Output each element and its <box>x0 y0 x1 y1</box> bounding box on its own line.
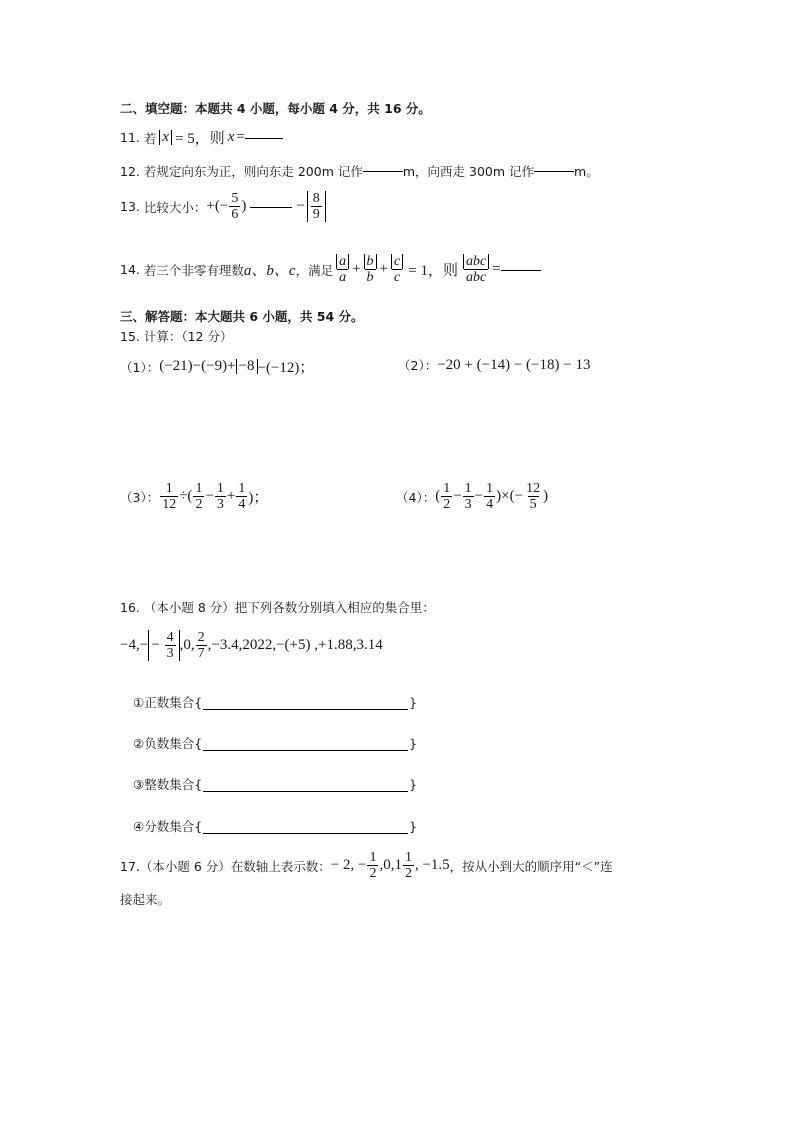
q16-n1: −4, <box>120 637 140 653</box>
q15-p3-f4-den: 4 <box>238 497 246 512</box>
q13-text: 比较大小： <box>143 199 207 215</box>
q15-p3-frac-3 <box>215 481 226 512</box>
set-label-integer: ③整数集合{ <box>133 777 203 792</box>
q14-number: 14. <box>120 262 140 277</box>
q11-prefix: 若 <box>143 130 157 146</box>
q11-abs-x: x <box>159 130 172 145</box>
q17-frac-2 <box>403 850 414 881</box>
q16-n2-pre: − <box>139 637 149 653</box>
question-11 <box>120 127 283 148</box>
q17-f2-den: 2 <box>404 866 412 881</box>
q14-fraction-abc <box>461 254 491 285</box>
set-input-positive[interactable] <box>203 695 408 710</box>
q12-blank-2[interactable] <box>534 170 574 172</box>
q15-p4-minus-2: − <box>474 488 484 504</box>
q16-n3: ,0, <box>179 637 195 653</box>
q15-p4-f3-num: 1 <box>486 481 494 496</box>
q17-text-1: 17.（本小题 6 分）在数轴上表示数： <box>120 858 331 874</box>
q13-left-sign: +(− <box>206 198 229 214</box>
q15-p4-frac-2 <box>463 481 474 512</box>
q15-p4-f2-num: 1 <box>464 481 472 496</box>
q15-p4-label: （4）： <box>396 489 436 505</box>
q16-n4-num: 2 <box>197 630 205 645</box>
q15-p3-label: （3）： <box>120 489 160 505</box>
q16-set-positive <box>133 693 417 711</box>
set-input-fraction[interactable] <box>203 819 408 834</box>
q16-title: 16. （本小题 8 分）把下列各数分别填入相应的集合里： <box>120 600 435 615</box>
q15-title: 15. 计算：（12 分） <box>120 329 233 344</box>
q13-compare-blank[interactable] <box>250 206 292 208</box>
q15-p3-frac-2 <box>193 481 204 512</box>
q12-text-2: m，向西走 300m 记作 <box>402 164 535 179</box>
q16-n4-frac <box>196 630 207 661</box>
q14-frac-c-den: c <box>394 270 401 285</box>
q16-n4-den: 7 <box>197 646 205 661</box>
q16-n5: ,−3.4,2022,−(+5) ,+1.88,3.14 <box>207 637 383 653</box>
q16-n2-num: 4 <box>166 630 174 645</box>
q13-left-numerator: 5 <box>231 191 239 206</box>
set-label-negative: ②负数集合{ <box>133 736 203 751</box>
q14-fraction-c <box>389 254 405 285</box>
q17-f1-den: 2 <box>369 866 377 881</box>
q15-p3-f1-num: 1 <box>165 481 173 496</box>
question-14: 14. 若三个非零有理数 a、b、c ，满足 $\frac{a}{a}$ + $\frac{b}{b}$ + $\frac{c}{c}$ = 1，则 $\frac{\text{abc}}{\text{abc}}$ = <box>120 254 541 285</box>
q16-n2-frac <box>165 630 176 661</box>
q15-p3-f3-den: 3 <box>216 497 224 512</box>
q15-p3-f2-den: 2 <box>195 497 203 512</box>
q15-p3-f1-den: 12 <box>162 497 177 512</box>
q13-right-fraction <box>311 191 322 222</box>
q15-p4-frac-4 <box>524 481 542 512</box>
q17-text-2: ，按从小到大的顺序用“＜”连 <box>449 858 613 874</box>
q14-answer-blank[interactable] <box>501 269 541 271</box>
q15-p2-expr: −20 + (−14) − (−18) − 13 <box>437 356 591 373</box>
q12-blank-1[interactable] <box>363 170 403 172</box>
q14-cond: ，满足 <box>295 262 334 278</box>
q15-part-4 <box>396 481 548 512</box>
q12-text-3: m。 <box>574 164 599 179</box>
set-label-positive: ①正数集合{ <box>133 695 203 710</box>
q15-p4-frac-3 <box>484 481 495 512</box>
q11-var: x <box>227 129 235 145</box>
q15-p4-f1-den: 2 <box>443 497 451 512</box>
q16-number-list <box>120 630 383 661</box>
q16-n2-den: 3 <box>166 646 174 661</box>
q15-p4-end: ) <box>543 488 549 504</box>
q15-p4-f2-den: 3 <box>464 497 472 512</box>
set-close-positive: } <box>409 694 418 710</box>
q15-p4-frac-1 <box>441 481 452 512</box>
q15-p3-minus: − <box>205 488 214 504</box>
set-close-integer: } <box>409 776 418 792</box>
q13-left-denominator: 6 <box>231 207 239 222</box>
q12-number: 12. <box>120 163 140 179</box>
q16-n2-sign: − <box>151 637 160 653</box>
q15-p4-open: ( <box>435 488 441 504</box>
q15-p2-label: （2）： <box>398 358 438 373</box>
q17-f2-num: 1 <box>404 850 412 865</box>
q14-eq: = 1，则 <box>408 263 458 279</box>
q15-p3-frac-1 <box>160 481 178 512</box>
q16-set-integer <box>133 775 417 793</box>
question-12 <box>120 162 599 180</box>
q17-text-3: 接起来。 <box>120 892 171 907</box>
q15-p3-f2-num: 1 <box>195 481 203 496</box>
q15-p1-expr-a: (−21)−(−9)+ <box>159 358 236 374</box>
question-13 <box>120 191 326 222</box>
q14-fraction-a <box>334 254 351 285</box>
q15-part-3 <box>120 481 268 512</box>
set-input-negative[interactable] <box>203 736 408 751</box>
q14-frac-abc-den: abc <box>465 270 487 285</box>
set-close-negative: } <box>409 735 418 751</box>
q14-frac-abc-num: abc <box>463 254 489 269</box>
question-17 <box>120 850 613 881</box>
q16-set-fraction <box>133 817 417 835</box>
q14-frac-c-num: c <box>391 254 403 269</box>
section-3-title: 三、解答题：本大题共 6 小题，共 54 分。 <box>120 309 364 324</box>
q13-left-close: ) <box>241 198 247 214</box>
q15-p4-f4-num: 12 <box>526 481 541 496</box>
q17-n1: − 2, − <box>330 857 367 873</box>
q15-part-2 <box>398 356 590 374</box>
q14-post: = <box>492 261 501 277</box>
q15-p1-abs: −8 <box>236 359 258 374</box>
q13-number: 13. <box>120 199 140 214</box>
q15-p3-frac-4 <box>236 481 247 512</box>
q14-vars: a、b、c <box>243 263 296 279</box>
q11-post: = <box>236 129 245 145</box>
set-close-fraction: } <box>409 818 418 834</box>
q17-f1-num: 1 <box>369 850 377 865</box>
q14-frac-a-num: a <box>336 254 349 269</box>
section-2-title: 二、填空题：本题共 4 小题，每小题 4 分，共 16 分。 <box>120 101 431 116</box>
q14-fraction-b <box>362 254 379 285</box>
q13-left-fraction <box>229 191 240 222</box>
q15-p4-minus-1: − <box>453 488 462 504</box>
q16-n2-abs <box>148 630 179 661</box>
q15-p1-expr-b: −(−12)； <box>257 360 315 376</box>
q14-frac-b-num: b <box>364 254 377 269</box>
q11-answer-blank[interactable] <box>245 137 283 139</box>
q17-n2: ,0,1 <box>379 857 402 873</box>
q12-text-1: 若规定向东为正，则向东走 200m 记作 <box>143 164 363 179</box>
q11-number: 11. <box>120 130 140 145</box>
q15-p4-f3-den: 4 <box>486 497 494 512</box>
q16-set-negative <box>133 734 417 752</box>
q15-p3-plus: + <box>226 488 236 504</box>
q17-n3: , −1.5 <box>414 857 450 873</box>
q14-text: 若三个非零有理数 <box>143 262 244 278</box>
q15-p1-label: （1）： <box>120 359 160 375</box>
q15-p3-f3-num: 1 <box>216 481 224 496</box>
q14-frac-a-den: a <box>339 270 347 285</box>
q13-right-sign: − <box>296 198 305 214</box>
q15-p4-f1-num: 1 <box>443 481 451 496</box>
q15-p3-end: )； <box>248 490 269 506</box>
q15-p4-times: )×(− <box>496 488 524 504</box>
q15-p3-div: ÷( <box>179 488 193 504</box>
q13-right-numerator: 8 <box>312 191 320 206</box>
q15-p4-f4-den: 5 <box>529 497 537 512</box>
set-label-fraction: ④分数集合{ <box>133 819 203 834</box>
q15-part-1 <box>120 356 314 377</box>
q17-frac-1 <box>367 850 378 881</box>
q14-frac-b-den: b <box>366 270 374 285</box>
q13-right-abs <box>307 191 326 222</box>
q13-right-denominator: 9 <box>312 207 320 222</box>
set-input-integer[interactable] <box>203 777 408 792</box>
q11-eq: = 5，则 <box>175 131 225 147</box>
q15-p3-f4-num: 1 <box>238 481 246 496</box>
